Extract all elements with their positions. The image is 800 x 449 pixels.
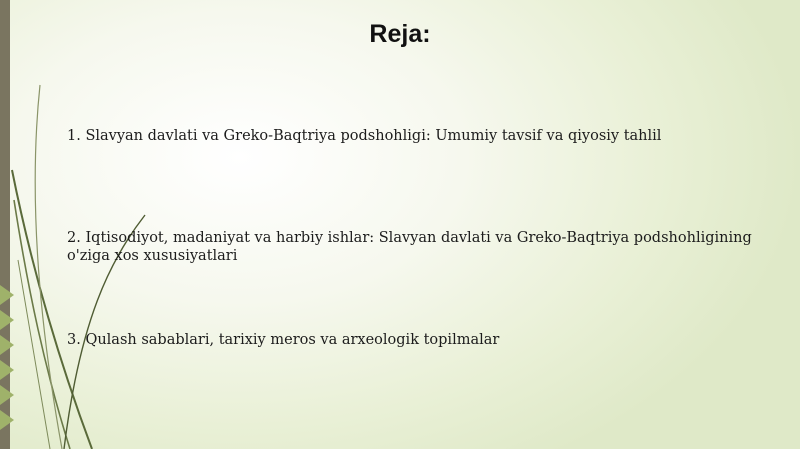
plan-item-1: 1. Slavyan davlati va Greko-Baqtriya podshohligi: Umumiy tavsif va qiyosiy tahlil <box>67 128 662 144</box>
grass-decoration <box>0 0 160 449</box>
slide-title: Reja: <box>369 20 431 48</box>
plan-item-3: 3. Qulash sabablari, tarixiy meros va arxeologik topilmalar <box>67 332 500 348</box>
plan-item-2: 2. Iqtisodiyot, madaniyat va harbiy ishlar: Slavyan davlati va Greko-Baqtriya podshohligining o'ziga xos xususiyatlari <box>67 230 752 264</box>
